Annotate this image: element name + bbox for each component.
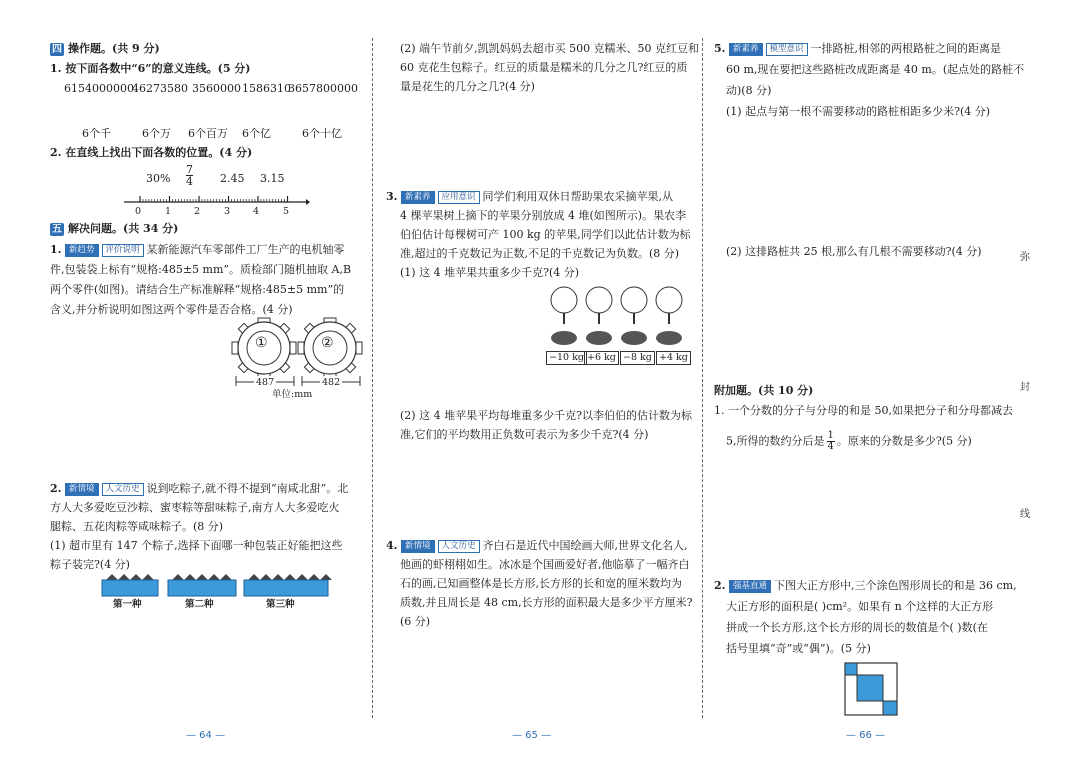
problem-text: 4 棵苹果树上摘下的苹果分别放成 4 堆(如图所示)。果农李 bbox=[400, 209, 687, 222]
problem-text: 动)(8 分) bbox=[726, 84, 772, 97]
problem-text: 量是花生的几分之几?(4 分) bbox=[400, 80, 535, 93]
problem-text: 下图大正方形中,三个涂色图形周长的和是 36 cm, bbox=[774, 579, 1017, 592]
seal-line-char: 线 bbox=[1020, 509, 1030, 520]
section-number-badge: 五 bbox=[52, 224, 62, 235]
axis-tick-label: 1 bbox=[165, 206, 172, 217]
tag-badge: 新情境 bbox=[65, 483, 99, 496]
fraction-denominator: 4 bbox=[827, 441, 834, 452]
question-text: 2. 在直线上找出下面各数的位置。(4 分) bbox=[50, 146, 253, 159]
question-text: 1. 按下面各数中“6”的意义连线。(5 分) bbox=[50, 62, 251, 75]
problem-number: 2. bbox=[714, 579, 726, 592]
meaning-item[interactable]: 6个百万 bbox=[188, 127, 228, 140]
number-item[interactable]: 1586310 bbox=[242, 82, 291, 95]
section-title: 操作题。(共 9 分) bbox=[68, 42, 160, 55]
tag-badge: 人文历史 bbox=[438, 540, 480, 553]
problem-text bbox=[726, 431, 972, 452]
problem-text: 大正方形的面积是( )cm²。如果有 n 个这样的大正方形 bbox=[726, 600, 994, 613]
problem-text: 准,超过的千克数记为正数,不足的千克数记为负数。(8 分) bbox=[400, 247, 680, 260]
problem-text: 腿粽、五花肉粽等咸味粽子。(8 分) bbox=[50, 520, 224, 533]
meaning-item[interactable]: 6个十亿 bbox=[302, 127, 342, 140]
number-line[interactable] bbox=[120, 192, 310, 208]
section-number-badge: 四 bbox=[52, 44, 62, 55]
problem-text: (2) 端午节前夕,凯凯妈妈去超市买 500 克糯米、50 克红豆和 bbox=[400, 42, 700, 55]
problem-text: 他画的虾栩栩如生。冰冰是个国画爱好者,他临摹了一幅齐白 bbox=[400, 558, 690, 571]
square-figure bbox=[844, 662, 898, 716]
tag-badge: 应用意识 bbox=[438, 191, 480, 204]
apple-pile-label: +4 kg bbox=[656, 351, 691, 365]
problem-4-line bbox=[386, 539, 688, 553]
meaning-item[interactable]: 6个千 bbox=[82, 127, 111, 140]
zongzi-box-icon[interactable] bbox=[168, 574, 236, 596]
problem-text: 说到吃粽子,就不得不提到“南咸北甜”。北 bbox=[146, 482, 349, 495]
meaning-item[interactable]: 6个亿 bbox=[242, 127, 271, 140]
problem-text: 方人大多爱吃豆沙粽、蜜枣粽等甜味粽子,南方人大多爱吃火 bbox=[50, 501, 340, 514]
page-number: — 64 — bbox=[186, 730, 226, 741]
tag-badge: 评价说明 bbox=[102, 244, 144, 257]
fraction-label bbox=[186, 164, 193, 187]
problem-number: 3. bbox=[386, 190, 398, 203]
apple-pile-label: −8 kg bbox=[620, 351, 655, 365]
problem-3-line bbox=[386, 190, 673, 204]
problem-text: 1. 一个分数的分子与分母的和是 50,如果把分子和分母都减去 bbox=[714, 404, 1013, 417]
gear-measure: 482 bbox=[322, 377, 341, 388]
problem-text: (1) 起点与第一根不需要移动的路桩相距多少米?(4 分) bbox=[726, 105, 991, 118]
fraction-numerator: 1 bbox=[827, 430, 834, 441]
box-label: 第三种 bbox=[266, 599, 295, 610]
page-number: — 66 — bbox=[846, 730, 886, 741]
number-item[interactable]: 6154000000 bbox=[64, 82, 134, 95]
number-item[interactable]: 46273580 bbox=[132, 82, 188, 95]
seal-line-char: 封 bbox=[1020, 382, 1030, 393]
problem-text: 石的画,已知画整体是长方形,长方形的长和宽的厘米数均为 bbox=[400, 577, 682, 590]
problem-text: 同学们利用双休日帮助果农采摘苹果,从 bbox=[482, 190, 674, 203]
zongzi-box-icon[interactable] bbox=[102, 574, 158, 596]
problem-text: 质数,并且周长是 48 cm,长方形的面积最大是多少平方厘米? bbox=[400, 596, 693, 609]
problem-text: (2) 这排路桩共 25 根,那么有几根不需要移动?(4 分) bbox=[726, 245, 982, 258]
bonus-heading: 附加题。(共 10 分) bbox=[714, 384, 814, 397]
zongzi-box-icon[interactable] bbox=[244, 574, 332, 596]
axis-tick-label: 5 bbox=[283, 206, 290, 217]
problem-2-line bbox=[50, 482, 348, 496]
tree-icon bbox=[656, 287, 682, 345]
problem-text-part: 。原来的分数是多少?(5 分) bbox=[836, 434, 972, 448]
problem-text: 准,它们的平均数用正负数可表示为多少千克?(4 分) bbox=[400, 428, 649, 441]
gear-measure: 487 bbox=[256, 377, 275, 388]
value-label: 3.15 bbox=[260, 172, 285, 185]
problem-number: 4. bbox=[386, 539, 398, 552]
problem-text: 伯伯估计每棵树可产 100 kg 的苹果,同学们以此估计数为标 bbox=[400, 228, 691, 241]
section-title: 解决问题。(共 34 分) bbox=[68, 222, 179, 235]
tree-icon bbox=[621, 287, 647, 345]
number-item[interactable]: 3560000 bbox=[192, 82, 241, 95]
problem-text: 件,包装袋上标有“规格:485±5 mm”。质检部门随机抽取 A,B bbox=[50, 263, 352, 276]
problem-number: 5. bbox=[714, 42, 726, 55]
problem-text: 含义,并分析说明如图这两个零件是否合格。(4 分) bbox=[50, 303, 293, 316]
zongzi-boxes bbox=[100, 572, 332, 598]
tag-badge: 新素养 bbox=[401, 191, 435, 204]
tag-badge: 人文历史 bbox=[102, 483, 144, 496]
bonus-2-line bbox=[714, 579, 1017, 593]
problem-text: 60 克花生包粽子。红豆的质量是糯米的几分之几?红豆的质 bbox=[400, 61, 688, 74]
seal-line-char: 弥 bbox=[1020, 252, 1030, 263]
problem-text: 两个零件(如图)。请结合生产标准解释“规格:485±5 mm”的 bbox=[50, 283, 345, 296]
tag-badge: 模型意识 bbox=[766, 43, 808, 56]
problem-text: (2) 这 4 堆苹果平均每堆重多少千克?以李伯伯的估计数为标 bbox=[400, 409, 692, 422]
tag-badge: 新素养 bbox=[729, 43, 763, 56]
axis-tick-label: 0 bbox=[135, 206, 142, 217]
axis-tick-label: 2 bbox=[194, 206, 201, 217]
problem-text: 拼成一个长方形,这个长方形的周长的数值是个( )数(在 bbox=[726, 621, 988, 634]
page-64 bbox=[0, 0, 372, 764]
section-four-heading bbox=[50, 42, 160, 56]
problem-text: 齐白石是近代中国绘画大师,世界文化名人, bbox=[482, 539, 688, 552]
column-divider bbox=[702, 38, 703, 718]
fraction bbox=[827, 431, 835, 452]
apple-pile-label: +6 kg bbox=[584, 351, 619, 365]
fraction-denominator: 4 bbox=[186, 175, 193, 188]
problem-number: 2. bbox=[50, 482, 62, 495]
tag-badge: 强基直通 bbox=[729, 580, 771, 593]
value-label: 2.45 bbox=[220, 172, 245, 185]
gear-label: ② bbox=[321, 335, 334, 351]
gear-figure bbox=[228, 316, 368, 388]
axis-tick-label: 4 bbox=[253, 206, 260, 217]
section-five-heading bbox=[50, 222, 178, 236]
page-65 bbox=[372, 0, 710, 764]
box-label: 第二种 bbox=[185, 599, 214, 610]
unit-label: 单位:mm bbox=[272, 389, 313, 400]
fraction-numerator: 7 bbox=[186, 163, 193, 176]
problem-text: 括号里填“奇”或“偶”)。(5 分) bbox=[726, 642, 871, 655]
problem-1-line bbox=[50, 243, 345, 257]
tree-icon bbox=[551, 287, 577, 345]
problem-text: (1) 这 4 堆苹果共重多少千克?(4 分) bbox=[400, 266, 580, 279]
meaning-item[interactable]: 6个万 bbox=[142, 127, 171, 140]
problem-text-part: 5,所得的数约分后是 bbox=[726, 434, 825, 448]
tag-badge: 新趋势 bbox=[65, 244, 99, 257]
problem-text: 某新能源汽车零部件工厂生产的电机轴零 bbox=[146, 243, 345, 256]
problem-text: (1) 超市里有 147 个粽子,选择下面哪一种包装正好能把这些 bbox=[50, 539, 343, 552]
axis-tick-label: 3 bbox=[224, 206, 231, 217]
tree-icon bbox=[586, 287, 612, 345]
problem-5-line bbox=[714, 42, 1001, 56]
tag-badge: 新情境 bbox=[401, 540, 435, 553]
problem-text: (6 分) bbox=[400, 615, 431, 628]
problem-number: 1. bbox=[50, 243, 62, 256]
value-label: 30% bbox=[146, 172, 171, 185]
box-label: 第一种 bbox=[113, 599, 142, 610]
problem-text: 60 m,现在要把这些路桩改成距离是 40 m。(起点处的路桩不 bbox=[726, 63, 1025, 76]
gear-label: ① bbox=[255, 335, 268, 351]
number-item[interactable]: 3657800000 bbox=[288, 82, 358, 95]
apple-pile-label: −10 kg bbox=[546, 351, 587, 365]
problem-text: 粽子装完?(4 分) bbox=[50, 558, 130, 571]
problem-text: 一排路桩,相邻的两根路桩之间的距离是 bbox=[810, 42, 1002, 55]
apple-trees-figure bbox=[546, 284, 688, 350]
page-number: — 65 — bbox=[512, 730, 552, 741]
